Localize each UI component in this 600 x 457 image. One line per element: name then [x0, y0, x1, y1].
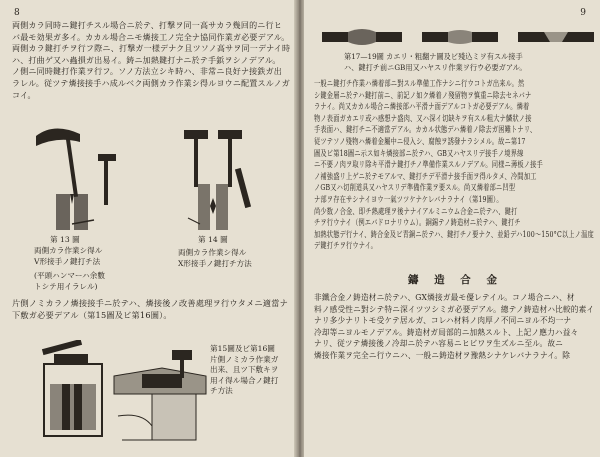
section-title: 鑄 造 合 金 [408, 274, 503, 286]
figure-14-illustration [180, 128, 260, 234]
right-body-paragraph: 一般ニ鍵打チ作業ハ燐着部ニ對スル準備工作ナシニ行ウコトガ出来ル。然 シ鍵金層ニ於テハ鍵打前ニ、前記ノ如ク燐着ノ殘留物ヲ慎重ニ除去セネバナ ラナイ。尚又カカル場合ニ燐接部ハ平滑ナ面デアルコトガ必要デアル。燐着 物ノ表面ガカエリ或ハ感想ナ盛肉、又ハ深イ切缺キヲ有スル粗大ナ鱗狀ノ接 手表面ハ、鍵打チニ不適當デアル。カカル状態デハ燐着ノ除去ガ困難トナリ、 従ツテソノ殘物ハ燐着金屬中ニ侵入シ、腐蝕ヲ誘發ナラシメル。故ニ第17 圖及ビ第18圖ニ示ス如キ燐接部ニ於テハ、GB又ハヤスリデ接手ノ境界線 ニ不要ノ肉ヲ取リ除キ平滑ナ鍵打チノ準備作業スルノデアル。同様ニ薄板ノ接手 ノ補強盛リ上ゲニ於テモアルマ、鍵打チデ平滑ナ接手面ヲ得ルタメ、冷間加工 ノGB又ハ切削道具又ハヤスリデ準備作業ヲ要スル。尚又燐着部ニ凹型 ナ部ヲ存在サシナイヨウ一氣ツツケナケレバナラナイ（第19圖）。 尚少数ノ合金、即チ熱處理ヲ後ナナイアルミニウム合金ニ於テハ、鍵打 チヲ行ウナイ（例エバドロナリウム）。銅錫テノ鋳造材ニ於テハ、鍵打チ 加熱状態デ行ナイ、鋳合金及ビ青銅ニ於テハ、鍵打チノ要ナク、並鉛デハ100〜150°C以上ノ温度 デ鍵打チヲ行ウナイ。 [314, 78, 594, 251]
figure-13-number: 第 13 圖 [50, 235, 80, 244]
page-number-left: 8 [14, 8, 20, 18]
figures-17-19-illustration [322, 28, 594, 48]
left-mid-paragraph: 片側ノミカラノ燐接接手ニ於テハ、燐接後ノ改善處理ヲ行ウタメニ適當ナ 下敷ガ必要デアル（第15圖及ビ第16圖）。 [12, 298, 288, 320]
figure-13-caption: 両側カラ作業シ得ル V形接手ノ鍵打チ法 (平頭ハンマーハ余數 トシテ用イラレル) [34, 246, 105, 291]
figure-14-number: 第 14 圖 [198, 235, 228, 244]
page-number-right: 9 [580, 8, 586, 18]
figure-15-16-caption: 第15圖及ビ第16圖 片側ノミカラ作業ガ 出来、且ツ下敷キヲ 用イ得ル場合ノ鍵打 チ方法 [210, 344, 279, 395]
left-page [0, 0, 296, 457]
right-page [304, 0, 600, 457]
left-top-paragraph: 両側カラ同時ニ鍵打チスル場合ニ於テ、打撃ヲ同一高サカラ幾回的ニ行ヒ バ最モ効果ガ多イ。カカル場合ニモ燐接工ノ完全ナ協同作業ガ必要デアル。 両側カラ鍵打チヲ行フ際ニ、打撃ガ一様デナク且ツソノ高サヲ同一デナイ時 ハ、打曲ゲ又ハ蟲損ガ出易イ。鋳ニ加熱鍵打ナニ於テ手鋲ヲシノデアル。 ノ側ニ同時鍵打作業ヲ行フ。ソノ方法立シキ時ハ、非常ニ良好ナ接鉄ガ出 ラレル。従ツテ燐接接手ハ成ルベク両側カラ作業シ得ルヨウニ配置スルノガ コイ。 [12, 20, 291, 100]
figure-16-illustration [112, 346, 208, 446]
figures-17-19-caption: 第17—19圖 カエリ・粗翻ナ圖及ビ殘込ミヲ有スル接手 ハ、鍵打チ前ニGB用又ハヤスリ作業ヲ行ウ必要ガアル。 [344, 52, 527, 72]
figure-14-caption: 両側カラ作業シ得ル X形接手ノ鍵打チ方法 [178, 248, 252, 268]
section-paragraph: 非鐵合金ノ鋳造材ニ於テハ、GX燐接ガ最モ優レテイル。コノ場合ニハ、材 料ノ感受性ニ對シテ特ニ深イツツシミガ必要デアル。總テノ鋳造材ハ比較的素イ ナリ多少ナリトモ受ケテ居ルガ、コレハ材料ノ肉厚ノ不同ニヨル不均一ナ 冷却等ニヨルモノデアル。鋳造材ガ局部的ニ加熱スルト、上記ノ應力ハ益々 ナリ、従ツテ燐接後ノ冷却ニ於テハ容易ニヒビワヲ生ズルニ至ル。故ニ 燐接作業ヲ完全ニ行ウニハ、一般ニ鋳造材ヲ豫熱シナケレバナラナイ。除 [314, 292, 595, 360]
figure-13-illustration [34, 124, 124, 234]
figure-15-illustration [40, 340, 106, 440]
